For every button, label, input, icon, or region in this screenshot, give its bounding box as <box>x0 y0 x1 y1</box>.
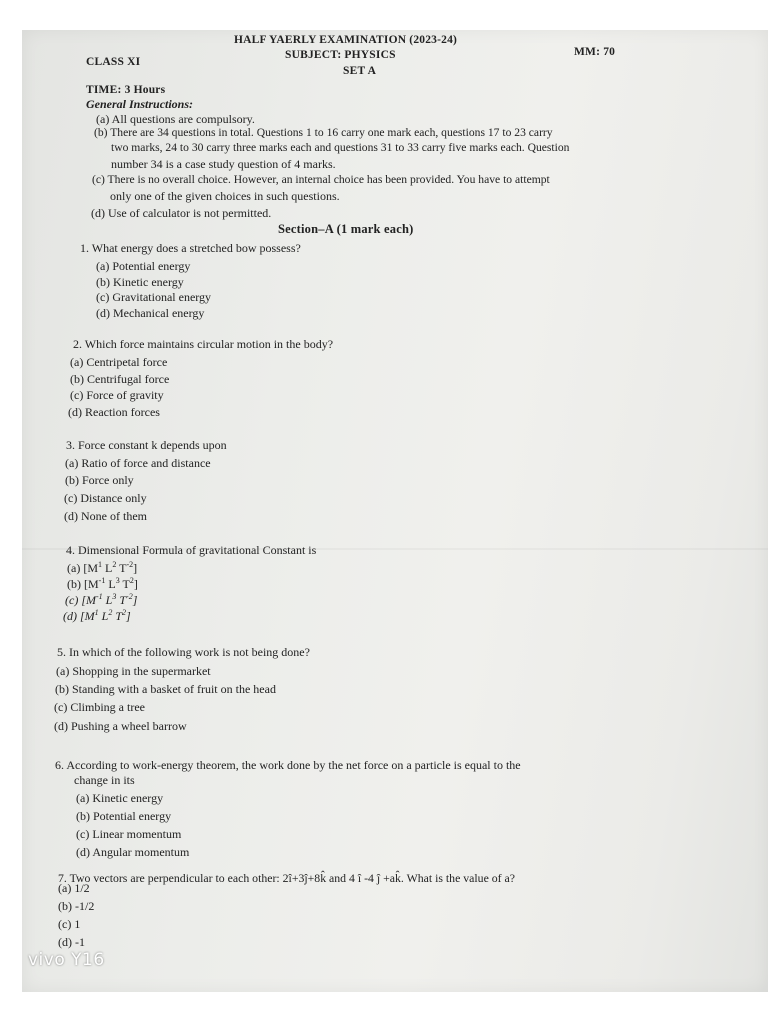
question-4-option-b: (b) [$M^{-1}$ $L^3$ $T^2$] <box>67 576 138 591</box>
question-2-option: (c) Force of gravity <box>70 388 164 402</box>
camera-watermark: vivo Y16 <box>28 950 105 970</box>
question-1-text: 1. What energy does a stretched bow possess? <box>80 241 301 255</box>
instruction-line: only one of the given choices in such questions. <box>110 189 340 203</box>
instruction-line: (b) There are 34 questions in total. Questions 1 to 16 carry one mark each, questions 17 to 23 carry <box>94 126 553 139</box>
question-3-option: (d) None of them <box>64 509 147 523</box>
instruction-line: (d) Use of calculator is not permitted. <box>91 206 272 220</box>
question-4-text: 4. Dimensional Formula of gravitational Constant is <box>66 543 317 557</box>
question-5-option: (a) Shopping in the supermarket <box>56 664 211 678</box>
question-5-option: (c) Climbing a tree <box>54 700 145 714</box>
question-5-option: (b) Standing with a basket of fruit on the head <box>55 682 276 696</box>
question-6-option: (c) Linear momentum <box>76 827 182 841</box>
question-3-text: 3. Force constant k depends upon <box>66 438 227 452</box>
class-label: CLASS XI <box>86 56 141 68</box>
section-title: Section–A (1 mark each) <box>278 222 414 236</box>
question-7-option: (b) -1/2 <box>58 899 95 913</box>
question-4-option-d: (d) [$M^1$ $L^2$ $T^2$] <box>63 608 131 623</box>
exam-title: HALF YAERLY EXAMINATION (2023-24) <box>234 34 458 46</box>
question-7-text: 7. Two vectors are perpendicular to each other: 2î+3ĵ+8k̂ and 4 î -4 ĵ +ak̂. What is the value of a? <box>58 871 515 885</box>
question-3-option: (c) Distance only <box>64 491 147 505</box>
instruction-line: (c) There is no overall choice. However, an internal choice has been provided. You have to attempt <box>92 173 550 186</box>
question-2-option: (a) Centripetal force <box>70 355 168 369</box>
question-5-text: 5. In which of the following work is not being done? <box>57 645 310 659</box>
question-6-text: 6. According to work-energy theorem, the work done by the net force on a particle is equal to the <box>55 758 521 772</box>
instruction-line: two marks, 24 to 30 carry three marks each and questions 31 to 33 carry five marks each. Question <box>111 141 570 154</box>
question-6-text-continued: change in its <box>74 773 135 787</box>
question-6-option: (a) Kinetic energy <box>76 791 164 805</box>
question-2-option: (b) Centrifugal force <box>70 372 170 386</box>
question-1-option: (c) Gravitational energy <box>96 290 212 304</box>
question-1-option: (b) Kinetic energy <box>96 275 184 289</box>
subject-label: SUBJECT: PHYSICS <box>285 49 396 61</box>
question-7-option: (c) 1 <box>58 917 81 931</box>
question-3-option: (a) Ratio of force and distance <box>65 456 211 470</box>
set-label: SET A <box>343 65 377 77</box>
question-4-option-c: (c) [$M^{-1}$ $L^3$ $T^{-2}$] <box>65 592 138 607</box>
max-marks: MM: 70 <box>574 46 616 58</box>
question-7-option: (a) 1/2 <box>58 881 90 895</box>
question-2-option: (d) Reaction forces <box>68 405 160 419</box>
question-3-option: (b) Force only <box>65 473 134 487</box>
instructions-heading: General Instructions: <box>86 97 194 111</box>
question-1-option: (d) Mechanical energy <box>96 306 205 320</box>
question-6-option: (d) Angular momentum <box>76 845 190 859</box>
question-5-option: (d) Pushing a wheel barrow <box>54 719 187 733</box>
question-1-option: (a) Potential energy <box>96 259 191 273</box>
instruction-line: (a) All questions are compulsory. <box>96 112 255 126</box>
question-7-option: (d) -1 <box>58 935 85 949</box>
time-label: TIME: 3 Hours <box>86 84 166 96</box>
question-4-option-a: (a) [$M^1$ $L^2$ $T^{-2}$] <box>67 560 138 575</box>
question-2-text: 2. Which force maintains circular motion in the body? <box>73 337 334 351</box>
question-6-option: (b) Potential energy <box>76 809 172 823</box>
instruction-line: number 34 is a case study question of 4 marks. <box>111 157 336 171</box>
